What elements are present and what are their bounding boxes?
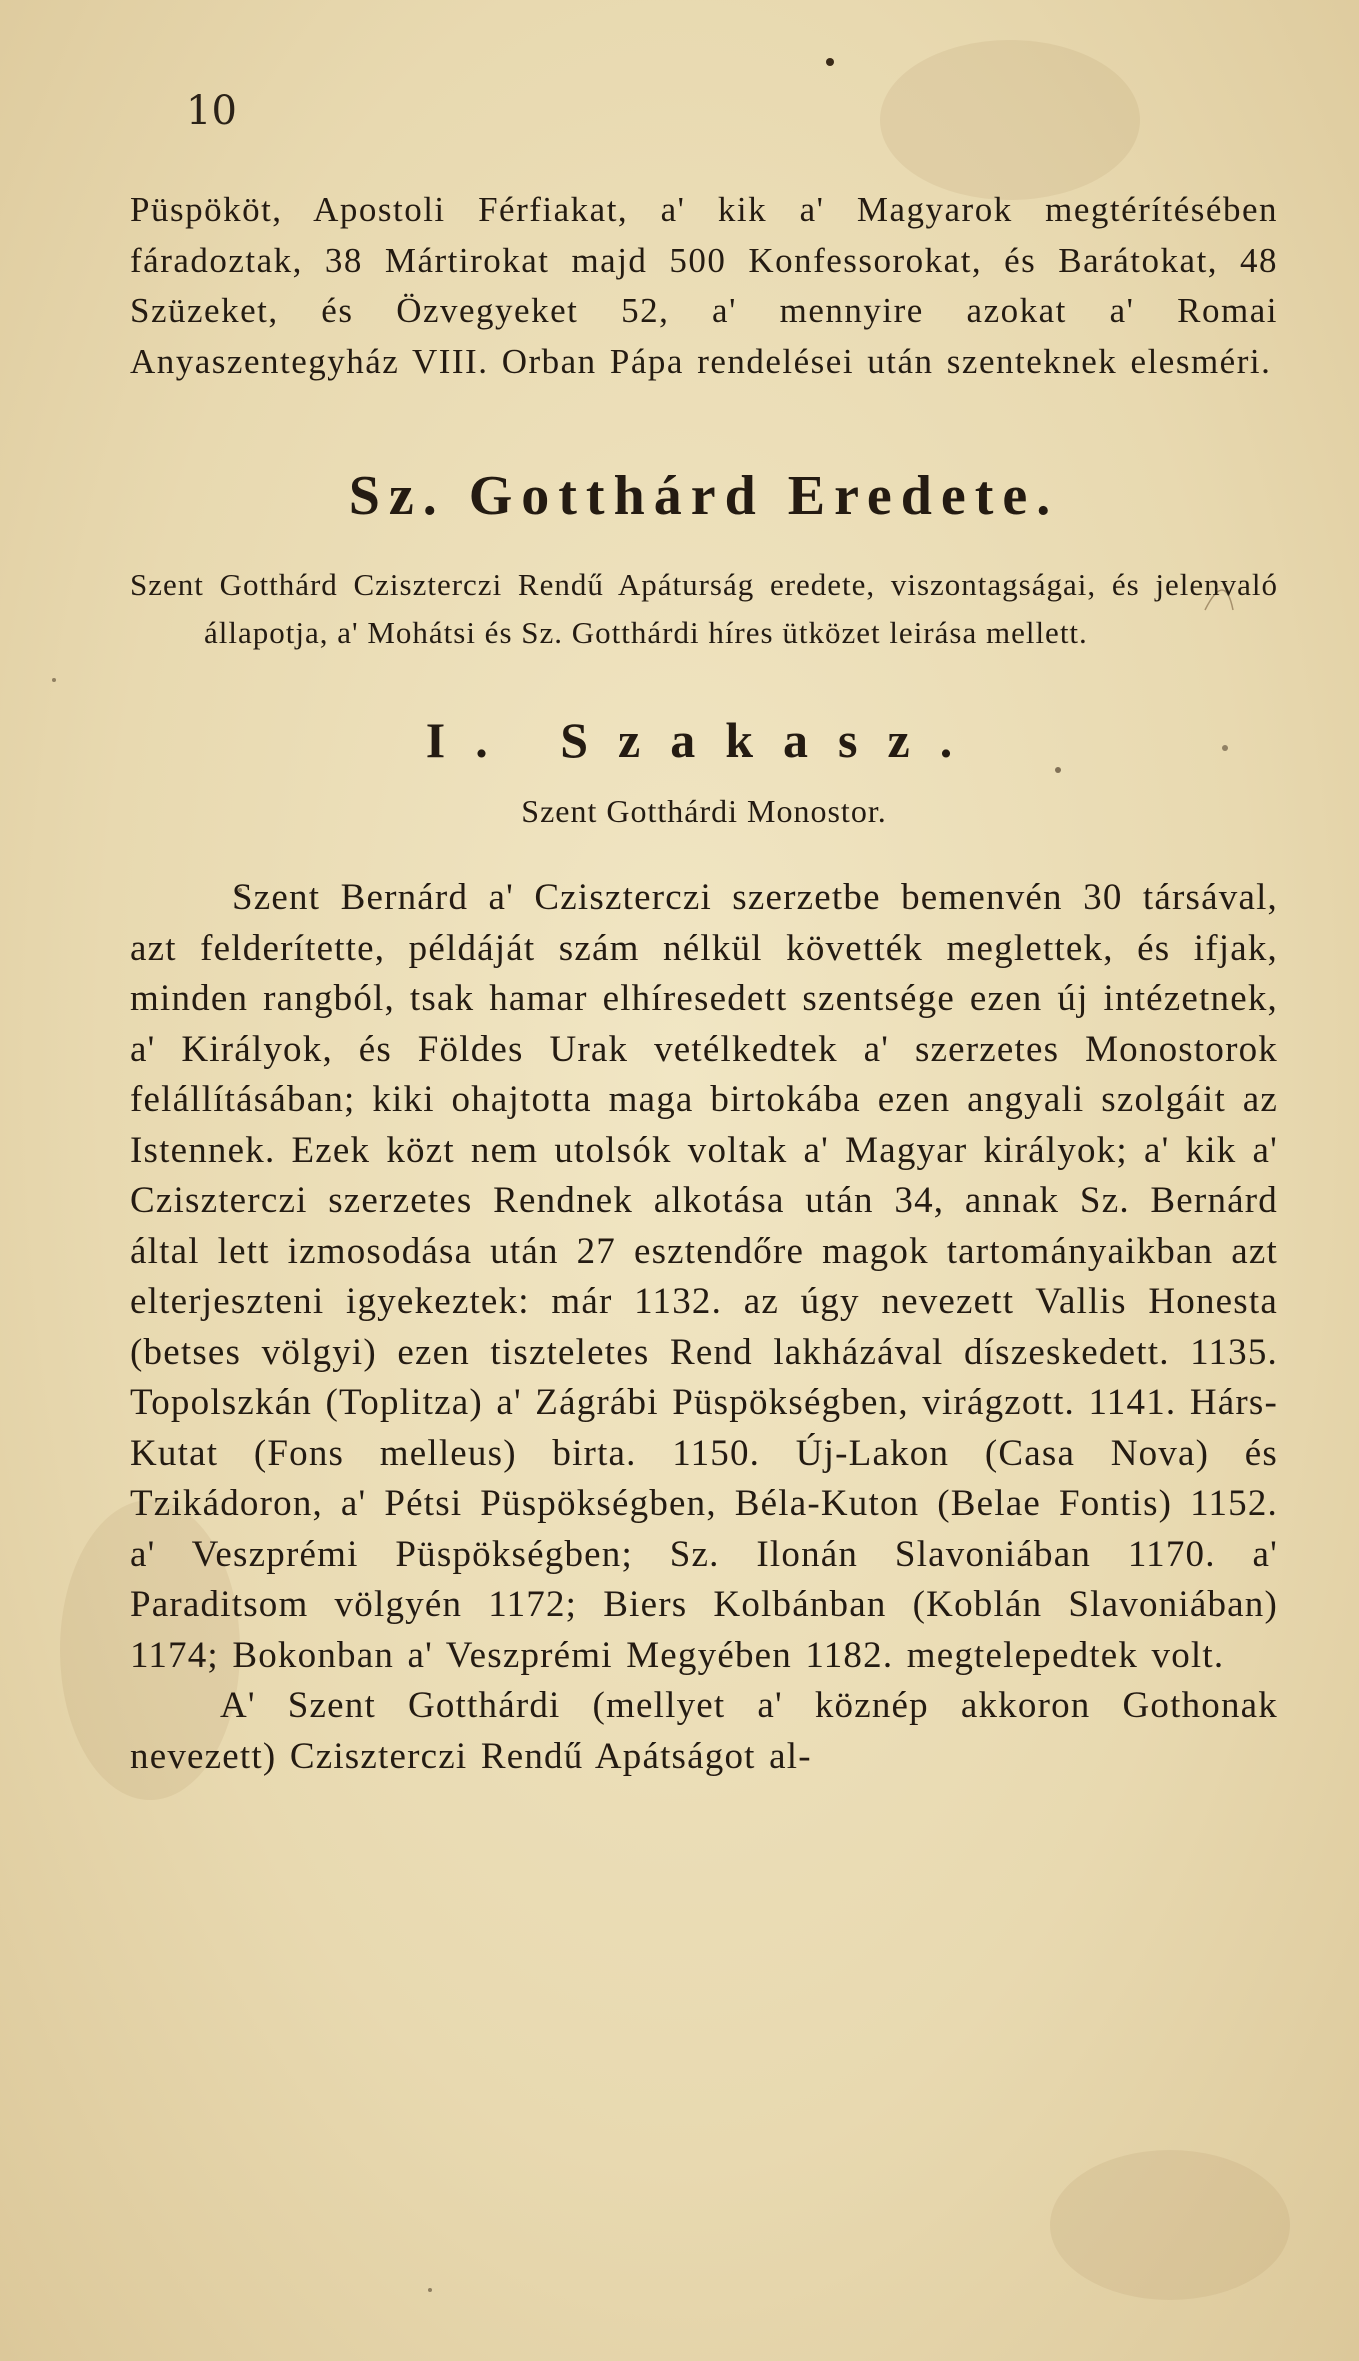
section-heading: I. Szakasz.: [425, 712, 983, 768]
page-number: 10: [186, 88, 237, 134]
body-paragraph: A' Szent Gotthárdi (mellyet a' köznép akkoron Gothonak nevezett) Cziszterczi Rendű Apátságot al-: [130, 1685, 1278, 1777]
intro-paragraph: Püspököt, Apostoli Férfiakat, a' kik a' Magyarok megtérítésében fáradoztak, 38 Mártirokat majd 500 Konfessorokat, és Barátokat, 48 Szüzeket, és Özvegyeket 52, a' mennyire azokat a' Romai Anyaszentegyház VIII. Orban Pápa rendelései után szenteknek elesméri.: [130, 190, 1278, 381]
section-subtitle: Szent Gotthárdi Monostor.: [521, 793, 887, 829]
page-text: [130, 185, 1278, 1782]
chapter-title: Sz. Gotthárd Eredete.: [348, 465, 1060, 527]
chapter-summary: Szent Gotthárd Cziszterczi Rendű Apáturság eredete, viszontagságai, és jelenvaló állapotja, a' Mohátsi és Sz. Gotthárdi híres ütközet leirása mellett.: [130, 567, 1278, 650]
body-paragraph: Szent Bernárd a' Cziszterczi szerzetbe bemenvén 30 társával, azt felderítette, példáját szám nélkül követték meglettek, és ifjak, minden rangból, tsak hamar elhíresedett szentsége ezen új intézetnek, a' Királyok, és Földes Urak vetélkedtek a' szerzetes Monostorok felállításában; kiki ohajtotta maga birtokába ezen angyali szolgáit az Istennek. Ezek közt nem utolsók voltak a' Magyar királyok; a' kik a' Cziszterczi szerzetes Rendnek alkotása után 34, annak Sz. Bernárd által lett izmosodása után 27 esztendőre magok tartományaikban azt elterjeszteni igyekeztek: már 1132. az úgy nevezett Vallis Honesta (betses völgyi) ezen tiszteletes Rend lakházával díszeskedett. 1135. Topolszkán (Toplitza) a' Zágrábi Püspökségben, virágzott. 1141. Hárs-Kutat (Fons melleus) birta. 1150. Új-Lakon (Casa Nova) és Tzikádoron, a' Pétsi Püspökségben, Béla-Kuton (Belae Fontis) 1152. a' Veszprémi Püspökségben; Sz. Ilonán Slavoniában 1170. a' Paraditsom völgyén 1172; Biers Kolbánban (Koblán Slavoniában) 1174; Bokonban a' Veszprémi Megyében 1182. megtelepedtek volt.: [130, 877, 1278, 1676]
